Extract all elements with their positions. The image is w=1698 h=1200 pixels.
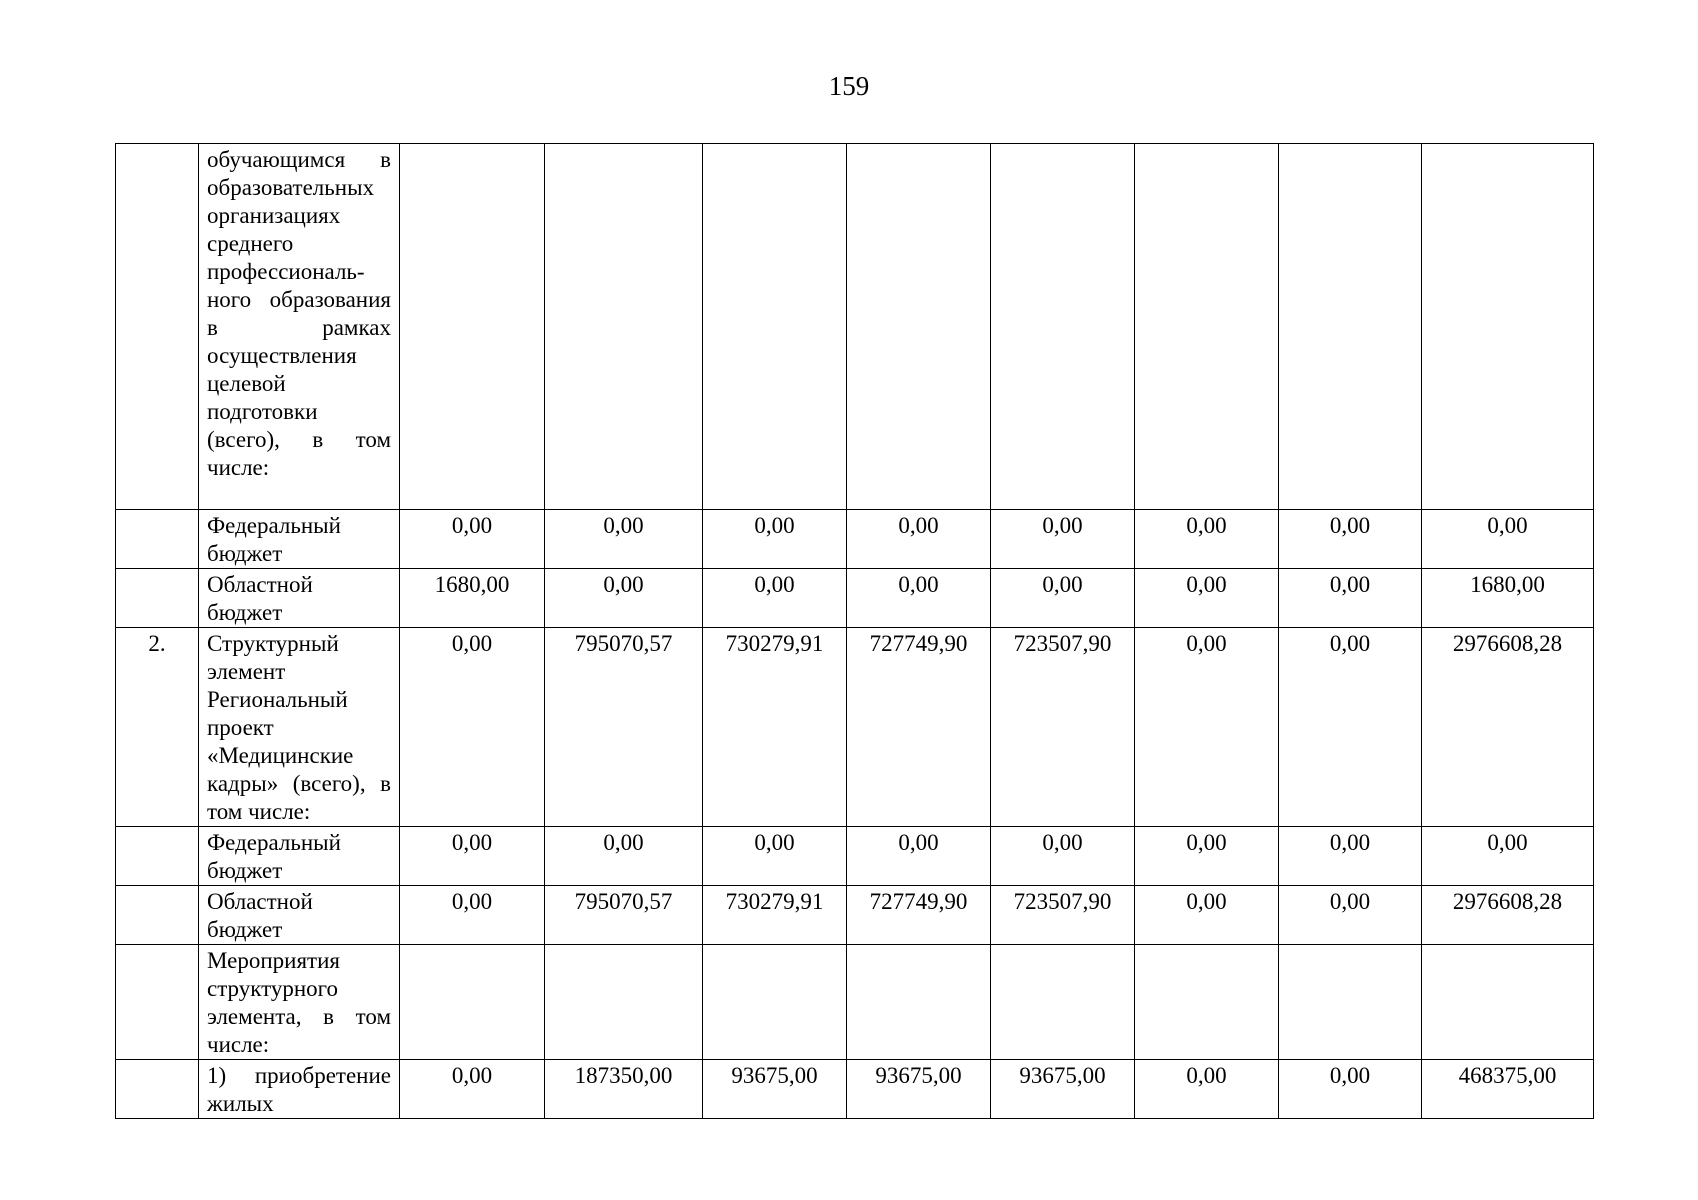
value-cell: 0,00 <box>400 827 545 886</box>
value-cell: 723507,90 <box>991 628 1135 827</box>
value-cell: 0,00 <box>1279 569 1422 628</box>
value-cell: 187350,00 <box>545 1060 703 1119</box>
value-cell <box>400 945 545 1060</box>
value-cell <box>847 945 991 1060</box>
value-cell <box>1422 945 1594 1060</box>
value-cell: 0,00 <box>1279 1060 1422 1119</box>
row-description: Федеральный бюджет <box>199 510 400 569</box>
value-cell: 0,00 <box>1279 827 1422 886</box>
value-cell: 0,00 <box>400 1060 545 1119</box>
row-description: Мероприятия структурного элемента, в том числе: <box>199 945 400 1060</box>
value-cell <box>1135 144 1279 510</box>
value-cell: 468375,00 <box>1422 1060 1594 1119</box>
value-cell: 0,00 <box>991 569 1135 628</box>
value-cell: 727749,90 <box>847 886 991 945</box>
value-cell: 0,00 <box>847 510 991 569</box>
row-description: Структурный элемент Региональный проект «Медицинские кадры» (всего), в том числе: <box>199 628 400 827</box>
row-number <box>116 827 199 886</box>
value-cell: 0,00 <box>703 510 847 569</box>
value-cell: 93675,00 <box>991 1060 1135 1119</box>
value-cell: 0,00 <box>703 827 847 886</box>
row-description: Федеральный бюджет <box>199 827 400 886</box>
value-cell: 0,00 <box>1422 827 1594 886</box>
value-cell: 0,00 <box>400 886 545 945</box>
value-cell: 0,00 <box>1279 510 1422 569</box>
value-cell <box>703 945 847 1060</box>
table-row <box>116 827 1594 886</box>
row-number <box>116 569 199 628</box>
value-cell <box>847 144 991 510</box>
value-cell: 0,00 <box>1279 886 1422 945</box>
value-cell: 2976608,28 <box>1422 886 1594 945</box>
value-cell <box>1135 945 1279 1060</box>
value-cell: 1680,00 <box>1422 569 1594 628</box>
value-cell <box>1422 144 1594 510</box>
row-description: Областной бюджет <box>199 886 400 945</box>
table-row <box>116 628 1594 827</box>
value-cell <box>1279 945 1422 1060</box>
value-cell: 0,00 <box>545 510 703 569</box>
page-number: 159 <box>828 71 870 101</box>
value-cell: 0,00 <box>847 827 991 886</box>
table-row <box>116 886 1594 945</box>
value-cell: 0,00 <box>400 510 545 569</box>
value-cell: 727749,90 <box>847 628 991 827</box>
value-cell: 2976608,28 <box>1422 628 1594 827</box>
value-cell <box>991 945 1135 1060</box>
row-number <box>116 1060 199 1119</box>
row-number <box>116 144 199 510</box>
value-cell: 0,00 <box>545 827 703 886</box>
table-row <box>116 144 1594 510</box>
budget-table <box>115 143 1594 1119</box>
value-cell: 93675,00 <box>847 1060 991 1119</box>
value-cell <box>991 144 1135 510</box>
value-cell: 730279,91 <box>703 886 847 945</box>
value-cell: 730279,91 <box>703 628 847 827</box>
row-number <box>116 886 199 945</box>
value-cell: 0,00 <box>1279 628 1422 827</box>
row-number <box>116 945 199 1060</box>
value-cell: 0,00 <box>991 827 1135 886</box>
value-cell: 0,00 <box>1135 628 1279 827</box>
value-cell: 0,00 <box>1135 569 1279 628</box>
table-row <box>116 945 1594 1060</box>
value-cell: 0,00 <box>703 569 847 628</box>
table-row <box>116 510 1594 569</box>
value-cell: 0,00 <box>1135 510 1279 569</box>
value-cell: 1680,00 <box>400 569 545 628</box>
value-cell: 93675,00 <box>703 1060 847 1119</box>
row-number: 2. <box>116 628 199 827</box>
value-cell: 0,00 <box>545 569 703 628</box>
table-row <box>116 1060 1594 1119</box>
value-cell: 795070,57 <box>545 628 703 827</box>
value-cell <box>703 144 847 510</box>
value-cell <box>400 144 545 510</box>
row-description: Областной бюджет <box>199 569 400 628</box>
value-cell: 0,00 <box>991 510 1135 569</box>
value-cell: 0,00 <box>1422 510 1594 569</box>
value-cell: 0,00 <box>1135 827 1279 886</box>
value-cell: 0,00 <box>1135 1060 1279 1119</box>
row-number <box>116 510 199 569</box>
value-cell: 0,00 <box>1135 886 1279 945</box>
value-cell <box>545 945 703 1060</box>
value-cell <box>1279 144 1422 510</box>
value-cell <box>545 144 703 510</box>
value-cell: 723507,90 <box>991 886 1135 945</box>
value-cell: 0,00 <box>847 569 991 628</box>
value-cell: 0,00 <box>400 628 545 827</box>
row-description: обучающимся в образовательных организациях среднего профессиональ-ного образования в рамках осуществления целевой подготовки (всего), в том числе: <box>199 144 400 510</box>
table-row <box>116 569 1594 628</box>
row-description: 1) приобретение жилых <box>199 1060 400 1119</box>
value-cell: 795070,57 <box>545 886 703 945</box>
